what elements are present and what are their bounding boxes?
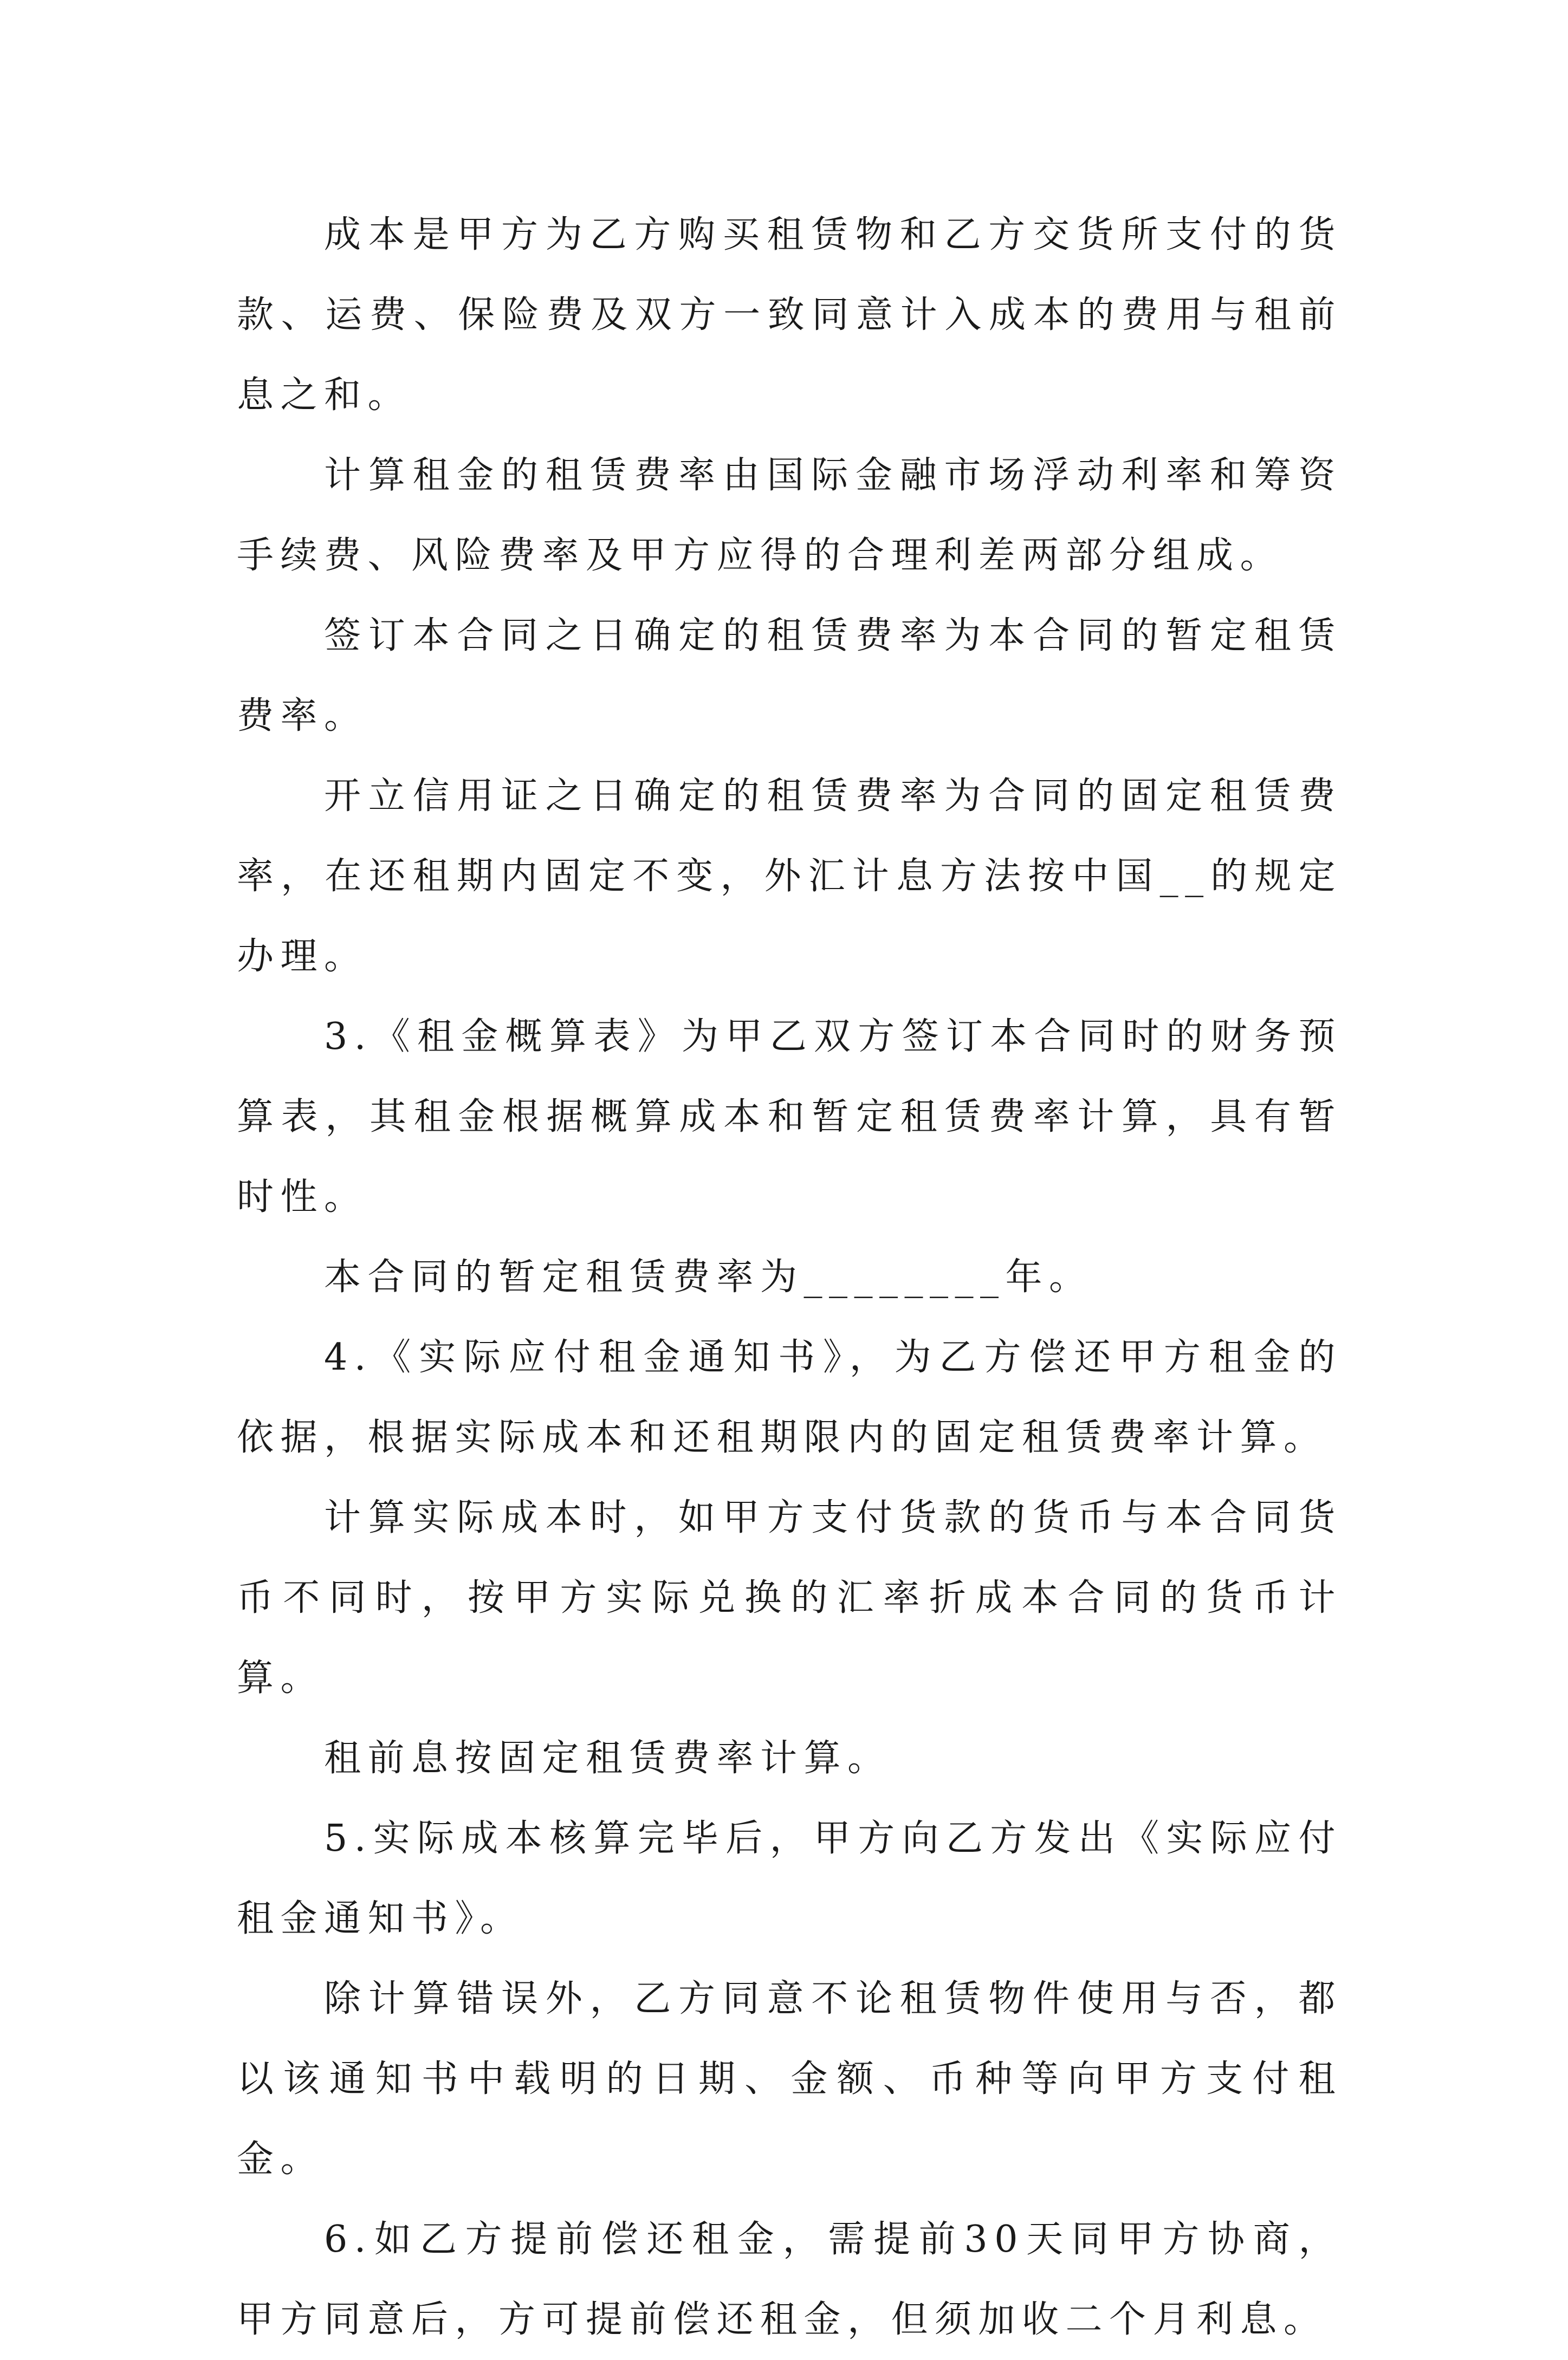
paragraph-clause-4: 4.《实际应付租金通知书》，为乙方偿还甲方租金的依据，根据实际成本和还租期限内的固定租赁费率计算。 — [237, 1336, 1342, 1459]
paragraph-cost-definition: 成本是甲方为乙方购买租赁物和乙方交货所支付的货款、运费、保险费及双方一致同意计入成本的费用与租前息之和。 — [237, 213, 1342, 417]
paragraph-pre-lease-interest: 租前息按固定租赁费率计算。 — [324, 1737, 891, 1780]
paragraph-clause-5: 5.实际成本核算完毕后，甲方向乙方发出《实际应付租金通知书》。 — [237, 1817, 1342, 1940]
paragraph-fixed-rate: 开立信用证之日确定的租赁费率为合同的固定租赁费率，在还租期内固定不变，外汇计息方法按中国__的规定办理。 — [237, 775, 1342, 978]
paragraph-rate-composition: 计算租金的租赁费率由国际金融市场浮动利率和筹资手续费、风险费率及甲方应得的合理利差两部分组成。 — [237, 454, 1342, 577]
paragraph-provisional-rate-value: 本合同的暂定租赁费率为________年。 — [324, 1256, 1093, 1299]
paragraph-currency-conversion: 计算实际成本时，如甲方支付货款的货币与本合同货币不同时，按甲方实际兑换的汇率折成本合同的货币计算。 — [237, 1496, 1342, 1700]
paragraph-provisional-rate: 签订本合同之日确定的租赁费率为本合同的暂定租赁费率。 — [237, 614, 1342, 737]
paragraph-clause-6: 6.如乙方提前偿还租金，需提前30天同甲方协商，甲方同意后，方可提前偿还租金，但须加收二个月利息。 — [237, 2218, 1342, 2341]
paragraph-payment-obligation: 除计算错误外，乙方同意不论租赁物件使用与否，都以该通知书中载明的日期、金额、币种等向甲方支付租金。 — [237, 1978, 1342, 2181]
paragraph-clause-3: 3.《租金概算表》为甲乙双方签订本合同时的财务预算表，其租金根据概算成本和暂定租赁费率计算，具有暂时性。 — [237, 1015, 1342, 1218]
document-body — [237, 195, 1342, 2360]
